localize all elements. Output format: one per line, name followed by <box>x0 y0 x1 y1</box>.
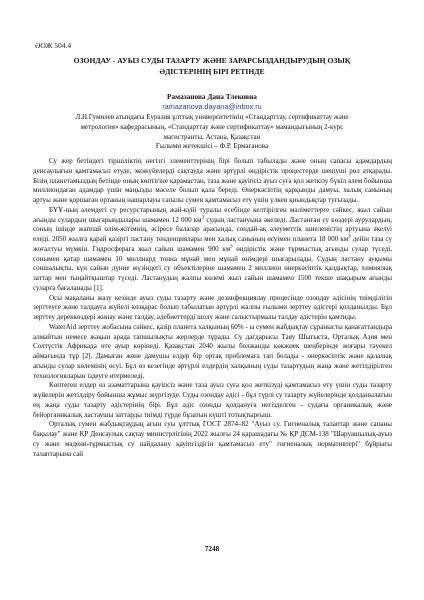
author-email[interactable]: ramazanova.dayana@inbox.ru <box>162 102 262 111</box>
title-line-1: ОЗОНДАУ - АУЫЗ СУДЫ ТАЗАРТУ ЖӘНЕ ЗАРАРСЫЗДАНДЫРУДЫҢ ОЗЫҚ <box>73 56 351 65</box>
paragraph: Көптеген елдер өз азаматтарына қауіпсіз және таза ауыз суға қол жеткізуді қамтамасыз ету үшін суды тазарту жүйелерін жетілдіру бойынша жұмыс жүргізуде. Суды озондау әдісі - бұл түрлі су тазарту жүйелерінде қолданылатын ең жаңа суды тазарту әдістерінің бірі. Бұл әдіс озонды қолдануға негізделген - судағы органикалық және бейорганикалық ластаушы заттарды тиімді түрде бұзатын күшті тотықтырғыш. <box>33 381 392 419</box>
affiliation-block <box>62 113 362 152</box>
paragraph: Орталық сумен жабдықтаудың ағын суы ұлттық ГОСТ 2874–82 "Ауыз су. Гигиеналық талаптар және сапаны бақылау" және ҚР Денсаулық сақтау министрлігінің 2022 жылғы 24 қарашадағы № ҚР ДСМ-138 "Шаруашылық-ауыз су және мәдени-тұрмыстық су пайдалану қауіпсіздігін қамтамасыз ету" гигиеналық нормативтері" бұйрығы талаптарына сай <box>33 420 392 458</box>
title-line-2: ӘДІСТЕРІНІҢ БІРІ РЕТІНДЕ <box>159 67 265 76</box>
paragraph: Су жер бетіндегі тіршіліктің негізгі элементтерінің бірі болып табылады және оның сапасы адамдардың денсаулығын қамтамасыз етуде, экожүйелерді сақтауда және әртүрлі өндірістік процестерде шешуші рөл атқарады. Бізің планетамыздың бетінде оның көптігіне қарамастан, таза және қауіпсіз ауыз суға қол жеткізу бүкіл әлем бойынша миллиондаған адамдар үшін маңызды мәселе болып қала береді. Өнеркәсіптің қарқынды дамуы, халық санының артуы және қоршаған ортаның нашарлауы сапалы сумен қамтамасыз ету үшін үлкен қиындықтар туғызады. <box>33 157 392 204</box>
affiliation-text: Л.Н.Гумилев атындағы Еуразия ұлттық университетінің «Стандарттау, сертификаттау және метрология» кафедрасының, «Стандарттау және сертификаттау» мамандығының 2-курс магистранты, Астана, Қазақстан <box>75 113 349 141</box>
page-number: 7248 <box>204 544 220 553</box>
body-text <box>33 157 392 459</box>
supervisor-text: Ғылыми жетекшісі – Ф.Р. Ермағанова <box>155 142 269 151</box>
author-name: Рамазанова Дана Тлековна <box>167 92 257 101</box>
udc-code: ӘОЖ 504.4 <box>35 41 72 50</box>
paragraph: WaterAid зерттеу жобасына сәйкес, қазір планета халқының 60% - ы сумен жабдықтау сұранысты қанағаттандыра алмайтын немесе жақын арада тапшылықты жерлерде тұрады. Су дағдарысы Таяу Шығыста, Орталық Азия мен Солтүстік Африкада өте ауыр көрінеді. Қазақстан 2040 жылы болжанды көкжиек шеңберінде жоғары тәуекел аймағында тұр [2]. Дамыған және дамушы елдер бір ортақ проблемаға тап болады - өнеркәсіптік және қалалық ағынды сулар көлемінің өсуі. Бұл өз кезегінде әртүрлі елдердің халқының суды тазартудың жаңа және жетілдірілген технологияларын іздеуге итермеледі. <box>33 322 392 380</box>
paragraph: БҰҰ-ның әлемдегі су ресурстарының жай-күйі туралы есебінде келтірілген мәліметтерге сәйкес, жыл сайын ағынды сулардың шығарындылары шамамен 12 000 $км^3$ судың ластануына әкеледі. Ластанған су көздері аурулардың, соның ішінде жаппай өлім-жітімнің, әсіресе балалар арасында, сондай-ақ әлеуметтік шиеленістің артуына әкелуі еледі. 2050 жылға қарай қазіргі ластану тенденциялары мен халық санының өсуімен планета 18 000 $км^3$ дейін таза су жоғалтуы мүмкін. Гидросфераға жыл сайын шамамен 900 $км^3$ өндірістік және тұрмыстық ағынды сулар түседі, сонымен қатар шамамен 10 миллиард тонна мұнай мен мұнай өнімдері шығарылады. Судың ластану ауқымы соншалықты, күн сайын дүние жүзіндегі су объектілеріне шамамен 2 миллион өнеркәсіптік қалдықтар, химиялық заттар мен тыңайтқыштар түседі. Ластанудың жалпы көлемі жыл сайын шамамен 1500 текше шақырым ағынды суларға бағаланады [1]. <box>33 205 392 292</box>
paper-title <box>40 55 384 77</box>
paragraph: Осы мақаланы жазу кезінде ауыз суды тазарту және дезинфекциялау процесінде озондау әдісінің тиімділігін зерттеуге және талдауға жүйелі көзқарас болып табылатын әртүрлі жалпы ғылыми зерттеу әдістері қолданылды. Бұл зерттеу дереккөздері жинау және талдау, әдебиеттерді шолу және салыстырмалы талдау әдістерін қамтиды. <box>33 293 392 321</box>
